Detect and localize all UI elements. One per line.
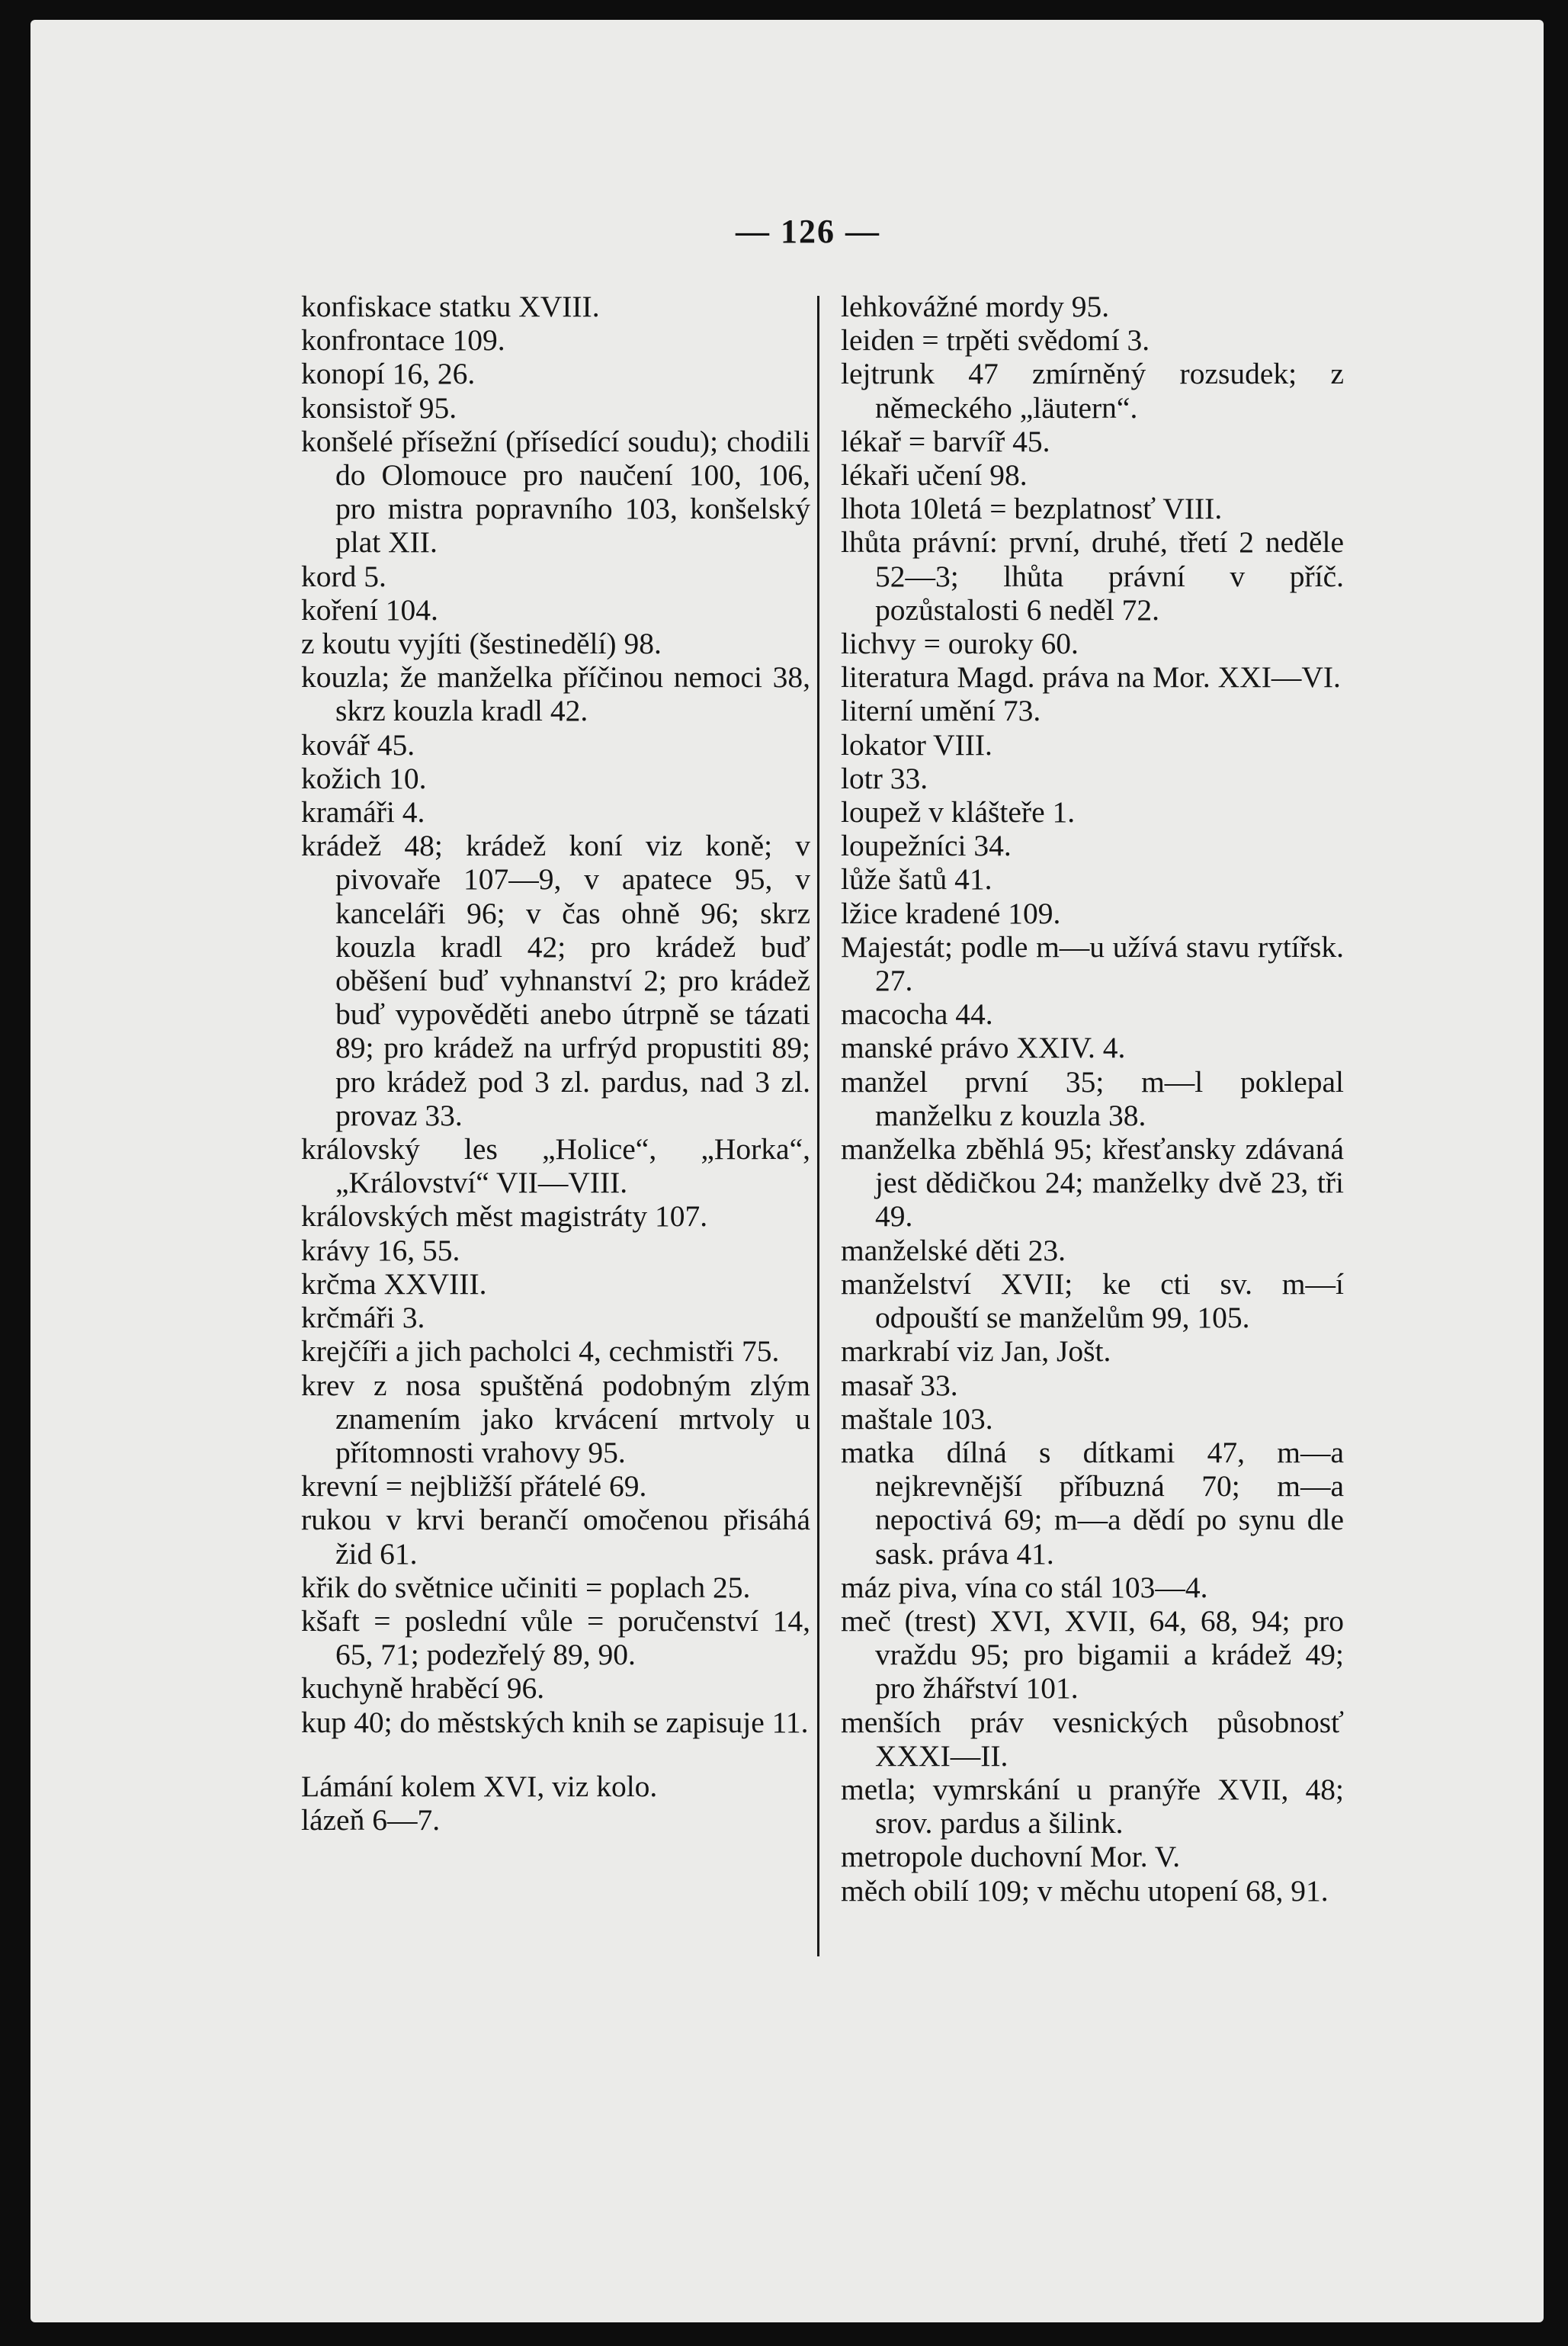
index-entry: krávy 16, 55.: [301, 1233, 460, 1267]
index-entry: lehkovážné mordy 95.: [841, 290, 1110, 323]
index-entry: metla; vymrskání u pranýře XVII, 48; srov. pardus a šilink.: [841, 1772, 1344, 1841]
index-entry: loupež v klášteře 1.: [841, 795, 1076, 830]
column-divider: [817, 296, 819, 1956]
index-entry: matka dílná s dítkami 47, m—a nejkrevnější příbuzná 70; m—a nepoctivá 69; m—a dědí po synu dle sask. práva 41.: [841, 1435, 1344, 1571]
index-entry: lotr 33.: [841, 761, 928, 795]
index-entry: kuchyně hraběcí 96.: [301, 1671, 545, 1706]
index-entry: lázeň 6—7.: [301, 1802, 441, 1837]
index-entry: Majestát; podle m—u užívá stavu rytířsk. 27.: [841, 929, 1344, 998]
index-entry: kožich 10.: [301, 761, 427, 795]
index-entry: krejčíři a jich pacholci 4, cechmistři 75.: [301, 1334, 780, 1369]
index-entry: maštale 103.: [841, 1401, 993, 1436]
index-entry: manželství XVII; ke cti sv. m—í odpouští se manželům 99, 105.: [841, 1266, 1344, 1335]
index-entry: lokator VIII.: [841, 727, 992, 762]
index-entry: měch obilí 109; v měchu utopení 68, 91.: [841, 1873, 1329, 1908]
index-entry: kovář 45.: [301, 727, 415, 762]
index-entry: krčmáři 3.: [301, 1301, 425, 1335]
index-entry: lhota 10letá = bezplatnosť VIII.: [841, 492, 1223, 526]
index-entry: konsistoř 95.: [301, 390, 457, 425]
index-entry: křik do světnice učiniti = poplach 25.: [301, 1570, 751, 1604]
index-entry: krádež 48; krádež koní viz koně; v pivovaře 107—9, v apatece 95, v kanceláři 96; v čas ohně 96; skrz kouzla kradl 42; pro krádež buď oběšení buď vyhnanství 2; pro krádež buď vypověděti anebo útrpně se tázati 89; pro krádež na urfrýd propustiti 89; pro krádež pod 3 zl. pardus, nad 3 zl. provaz 33.: [301, 829, 810, 1132]
index-entry: lejtrunk 47 zmírněný rozsudek; z německého „läutern“.: [841, 357, 1344, 425]
index-entry: kord 5.: [301, 559, 386, 593]
index-entry: krčma XXVIII.: [301, 1266, 487, 1301]
index-entry: kramáři 4.: [301, 795, 425, 830]
index-entry: královský les „Holice“, „Horka“, „Království“ VII—VIII.: [301, 1132, 810, 1200]
index-entry: manské právo XXIV. 4.: [841, 1031, 1126, 1065]
index-entry: masař 33.: [841, 1368, 958, 1402]
index-entry: markrabí viz Jan, Jošt.: [841, 1334, 1111, 1369]
index-entry: loupežníci 34.: [841, 829, 1012, 863]
index-entry: koření 104.: [301, 592, 438, 627]
index-entry: meč (trest) XVI, XVII, 64, 68, 94; pro vraždu 95; pro bigamii a krádež 49; pro žhářství 101.: [841, 1603, 1344, 1706]
index-entry: lékař = barvíř 45.: [841, 424, 1050, 458]
index-entry: literatura Magd. práva na Mor. XXI—VI.: [841, 660, 1341, 695]
index-column-left: [301, 290, 810, 1837]
index-entry: rukou v krvi berančí omočenou přisáhá žid 61.: [301, 1503, 810, 1571]
index-entry: menších práv vesnických působnosť XXXI—II.: [841, 1705, 1344, 1773]
index-entry: krev z nosa spuštěná podobným zlým znamením jako krvácení mrtvoly u přítomnosti vrahovy 95.: [301, 1368, 810, 1469]
index-entry: manželka zběhlá 95; křesťansky zdávaná jest dědičkou 24; manželky dvě 23, tři 49.: [841, 1132, 1344, 1234]
index-entry: leiden = trpěti svědomí 3.: [841, 323, 1150, 358]
index-entry: lichvy = ouroky 60.: [841, 627, 1079, 661]
index-entry: literní umění 73.: [841, 694, 1041, 728]
index-entry: manžel první 35; m—l poklepal manželku z kouzla 38.: [841, 1064, 1344, 1132]
index-entry: máz piva, vína co stál 103—4.: [841, 1570, 1208, 1604]
page-number: — 126 —: [736, 213, 880, 250]
index-entry: lékaři učení 98.: [841, 458, 1028, 493]
index-entry: konopí 16, 26.: [301, 357, 476, 391]
index-entry: lůže šatů 41.: [841, 862, 992, 897]
index-entry: z koutu vyjíti (šestinedělí) 98.: [301, 627, 662, 661]
index-entry: macocha 44.: [841, 997, 993, 1032]
index-entry: královských měst magistráty 107.: [301, 1199, 708, 1234]
index-entry: kouzla; že manželka příčinou nemoci 38, skrz kouzla kradl 42.: [301, 660, 810, 728]
index-entry: manželské děti 23.: [841, 1233, 1066, 1267]
index-entry: kšaft = poslední vůle = poručenství 14, 65, 71; podezřelý 89, 90.: [301, 1603, 810, 1672]
index-entry: Lámání kolem XVI, viz kolo.: [301, 1769, 658, 1803]
index-entry: metropole duchovní Mor. V.: [841, 1840, 1181, 1874]
index-entry: konfiskace statku XVIII.: [301, 290, 600, 323]
index-entry: kup 40; do městských knih se zapisuje 11.: [301, 1705, 809, 1739]
index-entry: lhůta právní: první, druhé, třetí 2 neděle 52—3; lhůta právní v příč. pozůstalosti 6 neděl 72.: [841, 525, 1344, 627]
index-entry: krevní = nejbližší přátelé 69.: [301, 1469, 647, 1504]
index-entry: konšelé přísežní (přísedící soudu); chodili do Olomouce pro naučení 100, 106, pro mistra popravního 103, konšelský plat XII.: [301, 424, 810, 560]
index-column-right: [841, 290, 1344, 1908]
index-entry: lžice kradené 109.: [841, 896, 1061, 930]
index-entry: konfrontace 109.: [301, 323, 505, 358]
